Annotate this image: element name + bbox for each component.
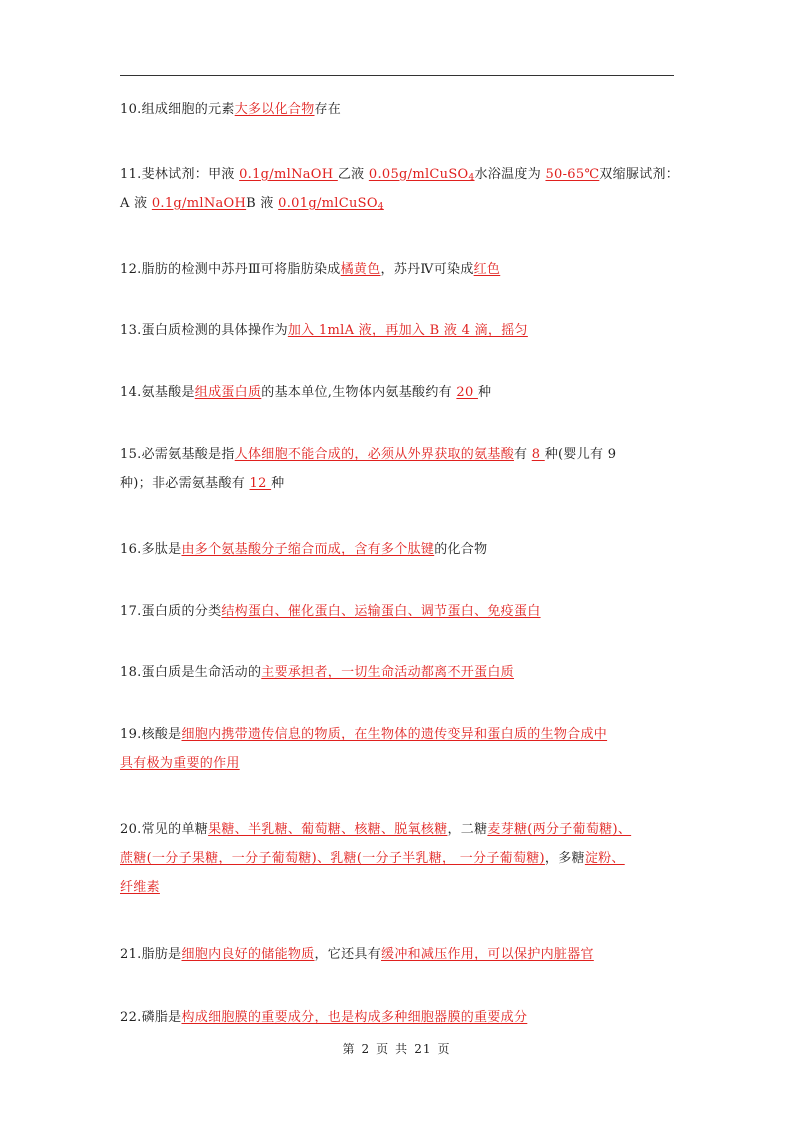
page-number: 2 bbox=[361, 1042, 371, 1056]
answer: 红色 bbox=[473, 262, 501, 277]
answer: 0.1g/mlNaOH bbox=[151, 196, 247, 211]
answer: 蔗糖(一分子果糖，一分子葡萄糖)、乳糖(一分子半乳糖， 一分子葡萄糖) bbox=[120, 851, 545, 866]
item-14: 14.氨基酸是组成蛋白质的基本单位,生物体内氨基酸约有 20 种 bbox=[120, 385, 492, 400]
answer: 12 bbox=[249, 476, 272, 491]
page-footer: 第 2 页 共 21 页 bbox=[342, 1042, 451, 1056]
answer: 结构蛋白、催化蛋白、运输蛋白、调节蛋白、免疫蛋白 bbox=[221, 604, 541, 619]
answer: 大多以化合物 bbox=[234, 102, 315, 117]
item-20: 20.常见的单糖果糖、半乳糖、葡萄糖、核糖、脱氧核糖，二糖麦芽糖(两分子葡萄糖)、 蔗糖(一分子果糖，一分子葡萄糖)、乳糖(一分子半乳糖， 一分子葡萄糖)，多糖淀粉、 纤维素 bbox=[120, 822, 632, 895]
header-rule bbox=[120, 75, 674, 76]
page-total: 21 bbox=[414, 1042, 432, 1056]
answer: 构成细胞膜的重要成分，也是构成多种细胞器膜的重要成分 bbox=[181, 1010, 528, 1025]
answer: 加入 1mlA 液，再加入 B 液 4 滴，摇匀 bbox=[287, 323, 528, 338]
answer: 0.05g/mlCuSO$_4$ bbox=[368, 167, 475, 183]
answer: 0.1g/mlNaOH bbox=[239, 167, 338, 182]
answer: 人体细胞不能合成的，必须从外界获取的氨基酸 bbox=[234, 447, 514, 462]
answer: 纤维素 bbox=[120, 880, 160, 895]
item-11: 11.斐林试剂：甲液 0.1g/mlNaOH 乙液 0.05g/mlCuSO$_4$水浴温度为 50-65℃双缩脲试剂： A 液 0.1g/mlNaOHB 液 0.01g/mlCuSO$_4$ bbox=[120, 167, 680, 212]
answer: 0.01g/mlCuSO$_4$ bbox=[278, 196, 384, 212]
answer: 具有极为重要的作用 bbox=[120, 756, 240, 771]
answer: 橘黄色 bbox=[340, 262, 381, 277]
answer: 8 bbox=[531, 447, 545, 462]
item-19: 19.核酸是细胞内携带遗传信息的物质，在生物体的遗传变异和蛋白质的生物合成中 具有极为重要的作用 bbox=[120, 727, 608, 771]
answer: 细胞内良好的储能物质 bbox=[181, 947, 315, 962]
item-15: 15.必需氨基酸是指人体细胞不能合成的，必须从外界获取的氨基酸有 8 种(婴儿有 9 种)；非必需氨基酸有 12 种 bbox=[120, 447, 617, 491]
item-21: 21.脂肪是细胞内良好的储能物质，它还具有缓冲和减压作用，可以保护内脏器官 bbox=[120, 947, 594, 962]
answer: 果糖、半乳糖、葡萄糖、核糖、脱氧核糖 bbox=[208, 822, 448, 837]
answer: 淀粉、 bbox=[584, 851, 625, 866]
answer: 组成蛋白质 bbox=[194, 385, 262, 400]
item-17: 17.蛋白质的分类结构蛋白、催化蛋白、运输蛋白、调节蛋白、免疫蛋白 bbox=[120, 604, 541, 619]
answer: 由多个氨基酸分子缩合而成，含有多个肽键 bbox=[181, 542, 435, 557]
item-10: 10.组成细胞的元素大多以化合物存在 bbox=[120, 102, 342, 117]
item-13: 13.蛋白质检测的具体操作为加入 1mlA 液，再加入 B 液 4 滴，摇匀 bbox=[120, 323, 528, 338]
answer: 缓冲和减压作用，可以保护内脏器官 bbox=[381, 947, 594, 962]
answer: 主要承担者，一切生命活动都离不开蛋白质 bbox=[261, 665, 514, 680]
answer: 麦芽糖(两分子葡萄糖)、 bbox=[487, 822, 632, 837]
answer: 50-65℃ bbox=[545, 167, 600, 182]
answer: 细胞内携带遗传信息的物质，在生物体的遗传变异和蛋白质的生物合成中 bbox=[181, 727, 608, 742]
item-12: 12.脂肪的检测中苏丹Ⅲ可将脂肪染成橘黄色，苏丹Ⅳ可染成红色 bbox=[120, 262, 501, 277]
item-22: 22.磷脂是构成细胞膜的重要成分，也是构成多种细胞器膜的重要成分 bbox=[120, 1010, 528, 1025]
item-16: 16.多肽是由多个氨基酸分子缩合而成，含有多个肽键的化合物 bbox=[120, 542, 488, 557]
item-18: 18.蛋白质是生命活动的主要承担者，一切生命活动都离不开蛋白质 bbox=[120, 665, 514, 680]
answer: 20 bbox=[456, 385, 478, 400]
